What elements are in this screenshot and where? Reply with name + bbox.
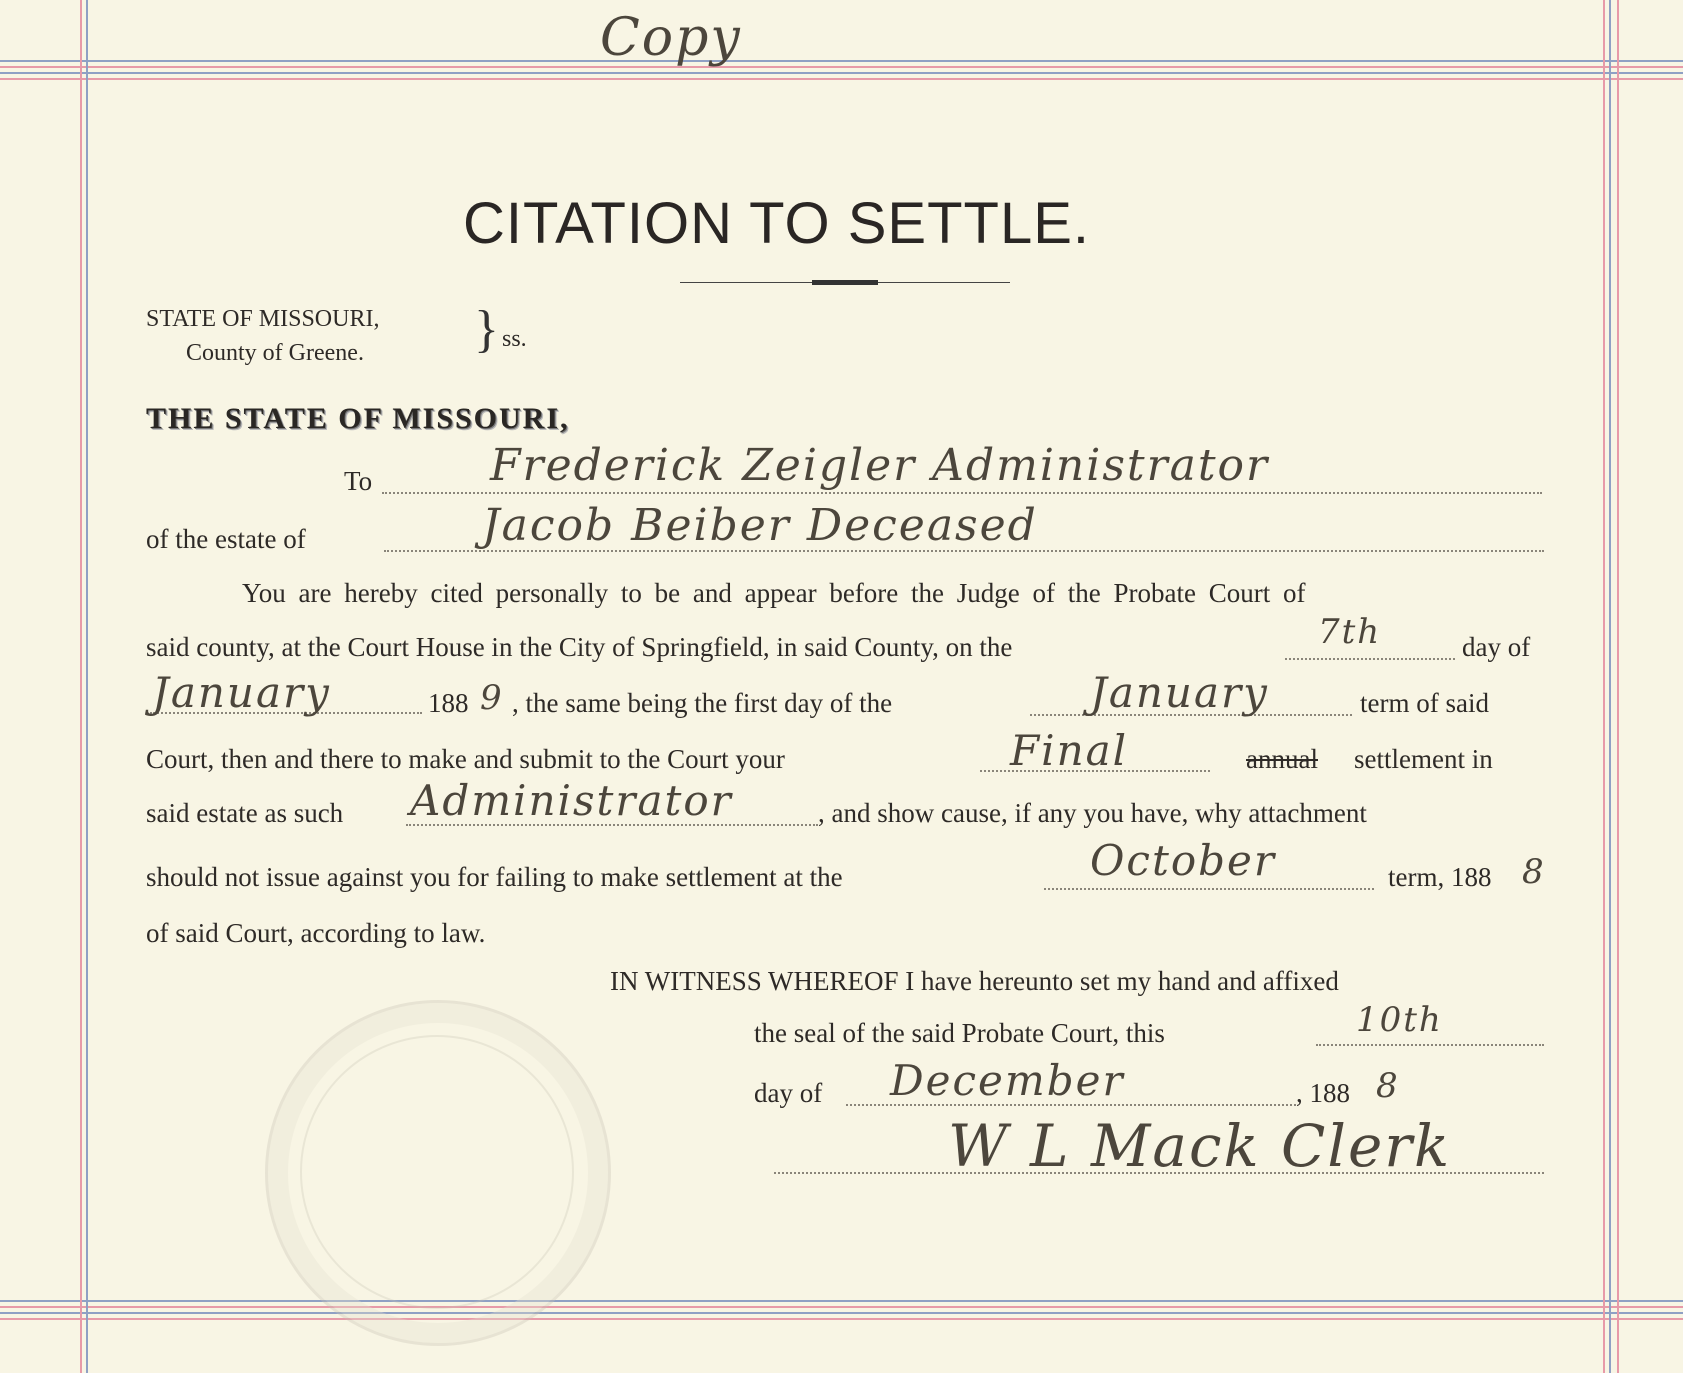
border-rule <box>1603 0 1605 1373</box>
to-value: Frederick Zeigler Administrator <box>490 440 1270 491</box>
estate-label: of the estate of <box>146 524 306 554</box>
witness-line-3: day of <box>754 1078 823 1108</box>
document-title: CITATION TO SETTLE. <box>463 191 1091 256</box>
body-line-6-post: term, 188 <box>1388 862 1492 892</box>
witness-day-fill-line <box>1316 1044 1544 1046</box>
witness-line-1: IN WITNESS WHEREOF I have hereunto set my hand and affixed <box>610 966 1339 996</box>
venue-ss: ss. <box>502 326 527 352</box>
body-line-4-pre: Court, then and there to make and submit to the Court your <box>146 744 785 774</box>
body-line-3-post: term of said <box>1360 688 1489 718</box>
venue-county: County of Greene. <box>186 340 364 366</box>
border-rule <box>0 1312 1683 1314</box>
venue-state: STATE OF MISSOURI, <box>146 306 380 332</box>
to-label: To <box>344 466 373 496</box>
day-value: 7th <box>1318 612 1382 652</box>
copy-annotation: Copy <box>600 8 742 68</box>
body-line-2-post: day of <box>1462 632 1531 662</box>
venue-brace: } <box>474 301 499 358</box>
day-fill-line <box>1285 658 1455 660</box>
border-rule <box>0 78 1683 80</box>
border-rule <box>0 1318 1683 1320</box>
settlement-value: Final <box>1010 726 1129 775</box>
year-prefix: 188 <box>428 688 469 718</box>
border-rule <box>1617 0 1619 1373</box>
state-heading: THE STATE OF MISSOURI, <box>146 402 570 435</box>
witness-line-2: the seal of the said Probate Court, this <box>754 1018 1165 1048</box>
estate-value: Jacob Beiber Deceased <box>482 500 1038 551</box>
border-rule <box>0 72 1683 74</box>
witness-year-prefix: , 188 <box>1296 1078 1350 1108</box>
clerk-signature: W L Mack Clerk <box>948 1112 1452 1180</box>
border-rule <box>0 60 1683 62</box>
capacity-value: Administrator <box>410 776 733 825</box>
embossed-seal-inner <box>300 1035 574 1309</box>
witness-month-value: December <box>890 1056 1125 1105</box>
failed-term-value: October <box>1090 836 1276 885</box>
month-value: January <box>152 668 331 717</box>
failed-year-digit: 8 <box>1522 852 1546 892</box>
title-divider-bar <box>812 280 878 285</box>
failed-term-fill-line <box>1044 888 1374 890</box>
to-fill-line <box>382 492 1542 494</box>
body-line-5-post: , and show cause, if any you have, why attachment <box>818 798 1367 828</box>
witness-year-digit: 8 <box>1376 1066 1400 1106</box>
border-rule <box>0 1300 1683 1302</box>
border-rule <box>0 66 1683 68</box>
border-rule <box>80 0 82 1373</box>
term-value: January <box>1090 668 1269 717</box>
body-line-5-pre: said estate as such <box>146 798 344 828</box>
witness-day-value: 10th <box>1356 1000 1443 1040</box>
body-line-4-post: settlement in <box>1354 744 1493 774</box>
year-digit: 9 <box>480 678 504 718</box>
body-line-6-pre: should not issue against you for failing to make settlement at the <box>146 862 843 892</box>
struck-word: annual <box>1246 744 1318 774</box>
border-rule <box>1609 0 1611 1373</box>
body-line-2-pre: said county, at the Court House in the City of Springfield, in said County, on the <box>146 632 1013 662</box>
body-line-1: You are hereby cited personally to be and appear before the Judge of the Probate Court of <box>242 578 1306 608</box>
body-line-7: of said Court, according to law. <box>146 918 486 948</box>
body-line-3-mid: , the same being the first day of the <box>512 688 893 718</box>
border-rule <box>0 1306 1683 1308</box>
border-rule <box>86 0 88 1373</box>
